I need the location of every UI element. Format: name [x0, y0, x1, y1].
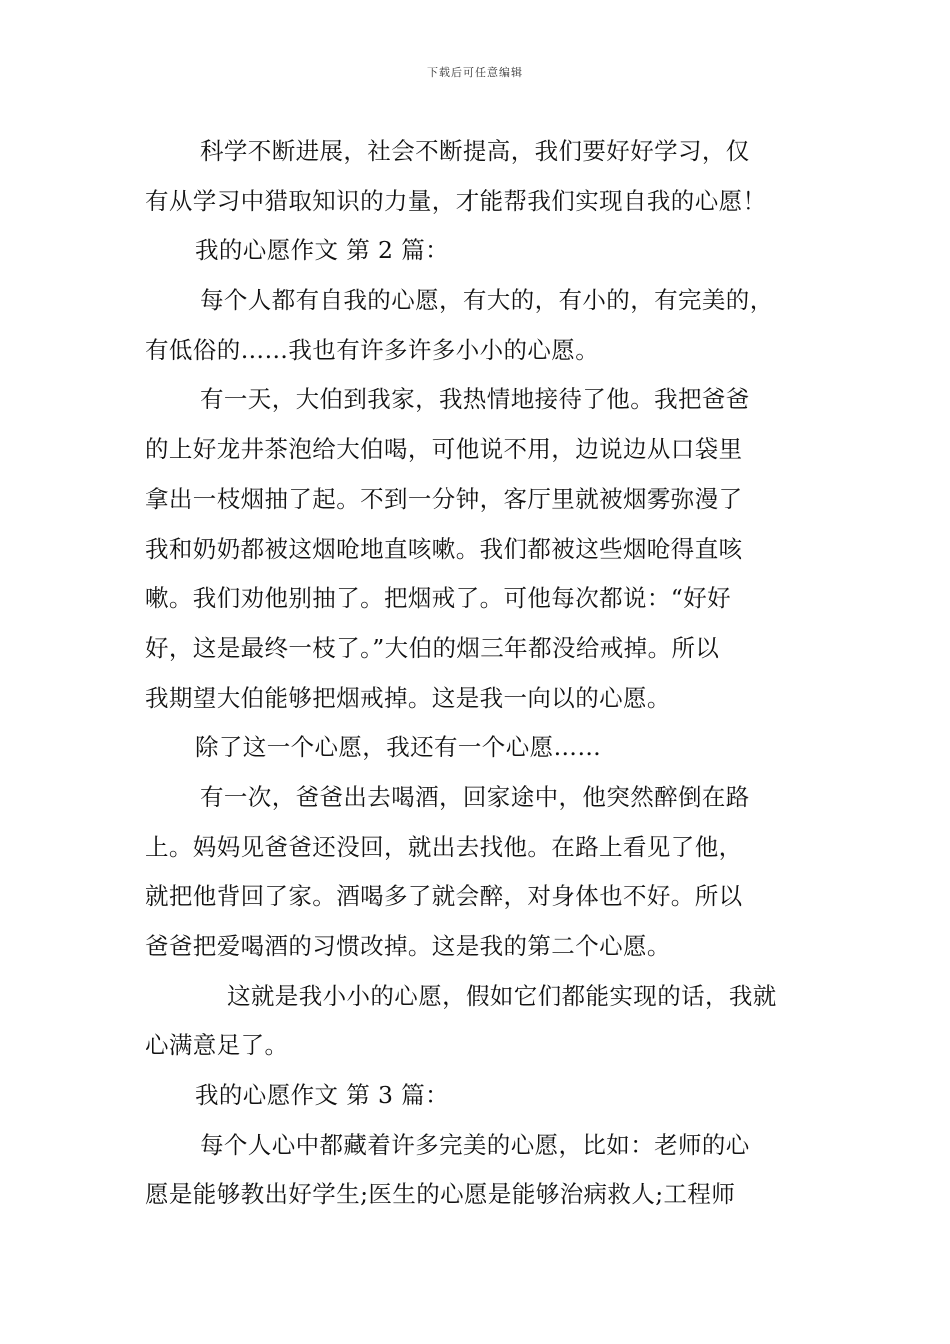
paragraph-line: 科学不断进展，社会不断提高，我们要好好学习，仅: [200, 137, 750, 165]
section-heading: 我的心愿作文 第 2 篇：: [195, 236, 450, 265]
paragraph-line: 有低俗的……我也有许多许多小小的心愿。: [145, 335, 600, 364]
page-header: 下载后可任意编辑: [427, 66, 523, 79]
paragraph-line: 上。妈妈见爸爸还没回，就出去找他。在路上看见了他，: [145, 832, 743, 861]
paragraph-line: 有一次，爸爸出去喝酒，回家途中，他突然醉倒在路: [200, 782, 750, 811]
paragraph-line: 我和奶奶都被这烟呛地直咳嗽。我们都被这些烟呛得直咳: [145, 534, 743, 563]
paragraph-line: 有一天，大伯到我家，我热情地接待了他。我把爸爸: [200, 385, 750, 414]
paragraph-line: 拿出一枝烟抽了起。不到一分钟，客厅里就被烟雾弥漫了: [145, 484, 743, 513]
paragraph-line: 就把他背回了家。酒喝多了就会醉，对身体也不好。所以: [145, 882, 743, 911]
paragraph-line: 心满意足了。: [145, 1031, 289, 1060]
paragraph-line: 有从学习中猎取知识的力量，才能帮我们实现自我的心愿！: [145, 186, 767, 215]
section-heading: 我的心愿作文 第 3 篇：: [195, 1081, 450, 1110]
paragraph-line: 嗽。我们劝他别抽了。把烟戒了。可他每次都说：“好好: [145, 584, 732, 613]
paragraph-line: 每个人心中都藏着许多完美的心愿，比如：老师的心: [200, 1130, 750, 1159]
paragraph-line: 我期望大伯能够把烟戒掉。这是我一向以的心愿。: [145, 683, 671, 712]
paragraph-line: 每个人都有自我的心愿，有大的，有小的，有完美的，: [200, 286, 774, 315]
document-body: [145, 127, 835, 1220]
paragraph-line: 除了这一个心愿，我还有一个心愿……: [195, 733, 602, 762]
paragraph-line: 的上好龙井茶泡给大伯喝，可他说不用，边说边从口袋里: [145, 435, 743, 464]
paragraph-line: 爸爸把爱喝酒的习惯改掉。这是我的第二个心愿。: [145, 932, 671, 960]
paragraph-line: 好，这是最终一枝了。”大伯的烟三年都没给戒掉。所以: [145, 633, 720, 662]
paragraph-line: 这就是我小小的心愿，假如它们都能实现的话，我就: [227, 981, 777, 1010]
paragraph-line: 愿是能够教出好学生;医生的心愿是能够治病救人;工程师: [145, 1180, 736, 1209]
